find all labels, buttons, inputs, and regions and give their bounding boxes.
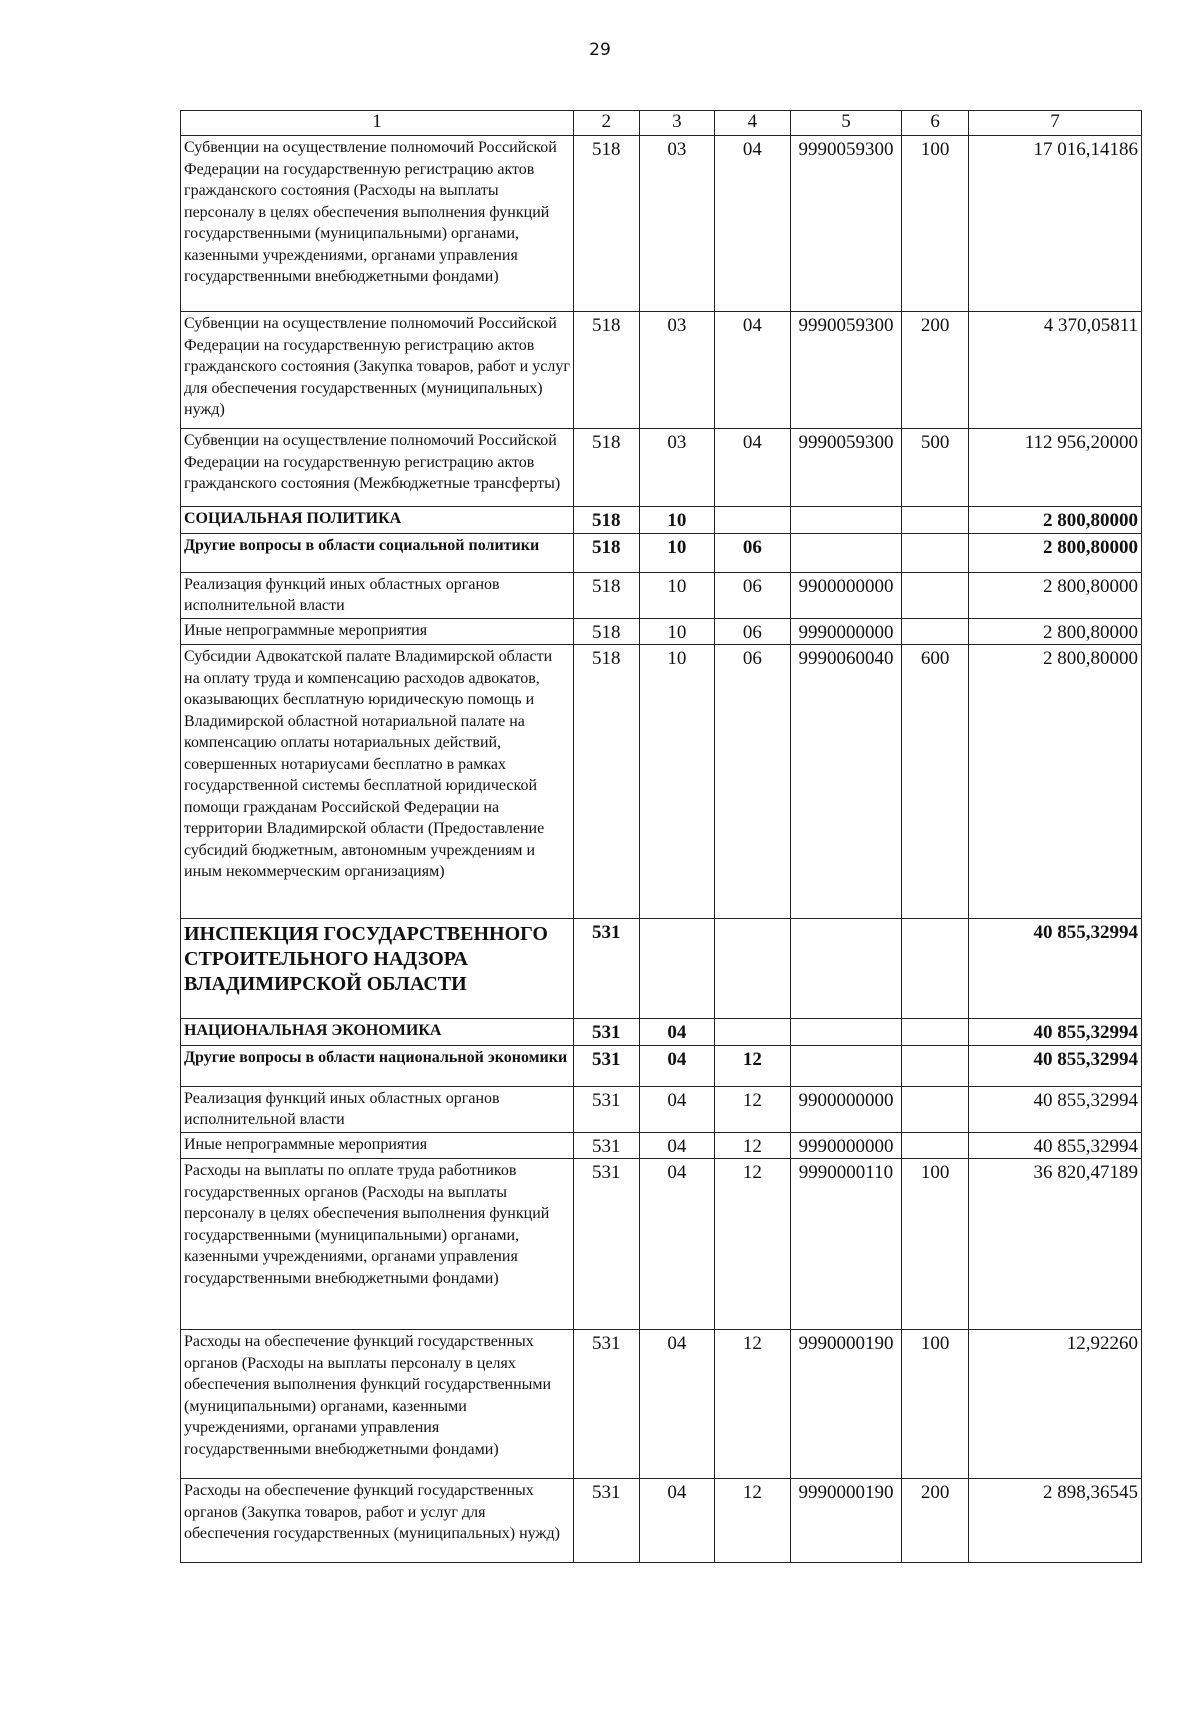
expense-type-code: 500 (902, 429, 969, 507)
table-row (181, 1019, 1142, 1046)
page-number: 29 (589, 40, 611, 60)
row-name: НАЦИОНАЛЬНАЯ ЭКОНОМИКА (181, 1019, 574, 1046)
expense-type-code: 100 (902, 1330, 969, 1479)
subsection-code (715, 919, 791, 1019)
target-article-code: 9990059300 (790, 429, 902, 507)
section-code: 03 (639, 312, 715, 429)
table-row (181, 507, 1142, 534)
header-cell: 6 (902, 111, 969, 136)
ministry-code: 518 (573, 618, 639, 645)
ministry-code: 531 (573, 1019, 639, 1046)
expense-type-code (902, 618, 969, 645)
row-name: Другие вопросы в области национальной экономики (181, 1045, 574, 1086)
header-cell: 7 (969, 111, 1142, 136)
target-article-code (790, 1019, 902, 1046)
section-code: 10 (639, 572, 715, 618)
amount: 2 898,36545 (969, 1479, 1142, 1563)
subsection-code (715, 1019, 791, 1046)
subsection-code: 12 (715, 1159, 791, 1330)
target-article-code: 9990000000 (790, 618, 902, 645)
subsection-code: 06 (715, 645, 791, 919)
table-row (181, 618, 1142, 645)
row-name: Другие вопросы в области социальной политики (181, 533, 574, 572)
target-article-code (790, 919, 902, 1019)
budget-table (180, 110, 1142, 1563)
table-row (181, 572, 1142, 618)
subsection-code: 04 (715, 312, 791, 429)
amount: 40 855,32994 (969, 919, 1142, 1019)
expense-type-code (902, 1132, 969, 1159)
expense-type-code (902, 507, 969, 534)
ministry-code: 531 (573, 1479, 639, 1563)
subsection-code: 12 (715, 1132, 791, 1159)
row-name: Расходы на выплаты по оплате труда работников государственных органов (Расходы на выплаты персоналу в целях обеспечения выполнения функций государственными (муниципальными) органами, казенными учреждениями, органами управления государственными внебюджетными фондами) (181, 1159, 574, 1330)
target-article-code: 9990000190 (790, 1479, 902, 1563)
section-code: 10 (639, 507, 715, 534)
ministry-code: 518 (573, 507, 639, 534)
amount: 40 855,32994 (969, 1132, 1142, 1159)
target-article-code (790, 533, 902, 572)
amount: 112 956,20000 (969, 429, 1142, 507)
target-article-code: 9900000000 (790, 1086, 902, 1132)
ministry-code: 518 (573, 429, 639, 507)
row-name: Субвенции на осуществление полномочий Российской Федерации на государственную регистрацию актов гражданского состояния (Расходы на выплаты персоналу в целях обеспечения выполнения функций государственными (муниципальными) органами, казенными учреждениями, органами управления государственными внебюджетными фондами) (181, 136, 574, 312)
section-code (639, 919, 715, 1019)
table-row (181, 429, 1142, 507)
table-row (181, 1330, 1142, 1479)
section-code: 04 (639, 1086, 715, 1132)
ministry-code: 531 (573, 1086, 639, 1132)
header-row (181, 111, 1142, 136)
target-article-code (790, 507, 902, 534)
subsection-code: 06 (715, 618, 791, 645)
ministry-code: 531 (573, 1045, 639, 1086)
ministry-code: 518 (573, 136, 639, 312)
table-row (181, 1479, 1142, 1563)
section-code: 04 (639, 1330, 715, 1479)
amount: 40 855,32994 (969, 1086, 1142, 1132)
section-code: 04 (639, 1045, 715, 1086)
header-cell: 4 (715, 111, 791, 136)
row-name: Иные непрограммные мероприятия (181, 618, 574, 645)
subsection-code: 06 (715, 572, 791, 618)
amount: 17 016,14186 (969, 136, 1142, 312)
section-code: 04 (639, 1479, 715, 1563)
section-code: 03 (639, 429, 715, 507)
table-row (181, 533, 1142, 572)
expense-type-code: 600 (902, 645, 969, 919)
row-name: СОЦИАЛЬНАЯ ПОЛИТИКА (181, 507, 574, 534)
table-row (181, 1159, 1142, 1330)
expense-type-code (902, 572, 969, 618)
section-code: 10 (639, 533, 715, 572)
amount: 2 800,80000 (969, 507, 1142, 534)
header-cell: 3 (639, 111, 715, 136)
table-row (181, 1132, 1142, 1159)
amount: 4 370,05811 (969, 312, 1142, 429)
ministry-code: 531 (573, 1159, 639, 1330)
amount: 12,92260 (969, 1330, 1142, 1479)
section-code: 04 (639, 1019, 715, 1046)
target-article-code: 9990000190 (790, 1330, 902, 1479)
row-name: Реализация функций иных областных органов исполнительной власти (181, 572, 574, 618)
ministry-code: 531 (573, 1132, 639, 1159)
header-cell: 1 (181, 111, 574, 136)
table-row (181, 1045, 1142, 1086)
amount: 2 800,80000 (969, 572, 1142, 618)
subsection-code (715, 507, 791, 534)
section-code: 04 (639, 1132, 715, 1159)
section-code: 10 (639, 645, 715, 919)
table-row (181, 1086, 1142, 1132)
expense-type-code: 200 (902, 1479, 969, 1563)
target-article-code: 9990000110 (790, 1159, 902, 1330)
ministry-code: 518 (573, 533, 639, 572)
section-code: 10 (639, 618, 715, 645)
ministry-code: 518 (573, 572, 639, 618)
subsection-code: 12 (715, 1045, 791, 1086)
row-name: Субвенции на осуществление полномочий Российской Федерации на государственную регистрацию актов гражданского состояния (Закупка товаров, работ и услуг для обеспечения государственных (муниципальных) нужд) (181, 312, 574, 429)
target-article-code: 9990000000 (790, 1132, 902, 1159)
ministry-code: 531 (573, 919, 639, 1019)
subsection-code: 04 (715, 429, 791, 507)
amount: 40 855,32994 (969, 1019, 1142, 1046)
row-name: Расходы на обеспечение функций государственных органов (Закупка товаров, работ и услуг для обеспечения государственных (муниципальных) нужд) (181, 1479, 574, 1563)
subsection-code: 12 (715, 1479, 791, 1563)
row-name: Реализация функций иных областных органов исполнительной власти (181, 1086, 574, 1132)
expense-type-code: 200 (902, 312, 969, 429)
row-name: Субвенции на осуществление полномочий Российской Федерации на государственную регистрацию актов гражданского состояния (Межбюджетные трансферты) (181, 429, 574, 507)
expense-type-code (902, 533, 969, 572)
section-code: 03 (639, 136, 715, 312)
target-article-code (790, 1045, 902, 1086)
target-article-code: 9990059300 (790, 136, 902, 312)
row-name: Иные непрограммные мероприятия (181, 1132, 574, 1159)
table-row (181, 136, 1142, 312)
target-article-code: 9900000000 (790, 572, 902, 618)
table-row (181, 645, 1142, 919)
expense-type-code (902, 1086, 969, 1132)
row-name: Субсидии Адвокатской палате Владимирской области на оплату труда и компенсацию расходов адвокатов, оказывающих бесплатную юридическую помощь и Владимирской областной нотариальной палате на компенсацию оплаты нотариальных действий, совершенных нотариусами бесплатно в рамках государственной системы бесплатной юридической помощи гражданам Российской Федерации на территории Владимирской области (Предоставление субсидий бюджетным, автономным учреждениям и иным некоммерческим организациям) (181, 645, 574, 919)
row-name: ИНСПЕКЦИЯ ГОСУДАРСТВЕННОГО СТРОИТЕЛЬНОГО НАДЗОРА ВЛАДИМИРСКОЙ ОБЛАСТИ (181, 919, 574, 1019)
target-article-code: 9990060040 (790, 645, 902, 919)
subsection-code: 06 (715, 533, 791, 572)
header-cell: 5 (790, 111, 902, 136)
subsection-code: 12 (715, 1330, 791, 1479)
ministry-code: 531 (573, 1330, 639, 1479)
expense-type-code (902, 919, 969, 1019)
amount: 2 800,80000 (969, 645, 1142, 919)
ministry-code: 518 (573, 312, 639, 429)
section-code: 04 (639, 1159, 715, 1330)
amount: 2 800,80000 (969, 618, 1142, 645)
table-row (181, 919, 1142, 1019)
expense-type-code (902, 1019, 969, 1046)
subsection-code: 04 (715, 136, 791, 312)
amount: 2 800,80000 (969, 533, 1142, 572)
subsection-code: 12 (715, 1086, 791, 1132)
amount: 36 820,47189 (969, 1159, 1142, 1330)
amount: 40 855,32994 (969, 1045, 1142, 1086)
header-cell: 2 (573, 111, 639, 136)
expense-type-code: 100 (902, 1159, 969, 1330)
table-row (181, 312, 1142, 429)
ministry-code: 518 (573, 645, 639, 919)
target-article-code: 9990059300 (790, 312, 902, 429)
expense-type-code: 100 (902, 136, 969, 312)
expense-type-code (902, 1045, 969, 1086)
row-name: Расходы на обеспечение функций государственных органов (Расходы на выплаты персоналу в целях обеспечения выполнения функций государственными (муниципальными) органами, казенными учреждениями, органами управления государственными внебюджетными фондами) (181, 1330, 574, 1479)
